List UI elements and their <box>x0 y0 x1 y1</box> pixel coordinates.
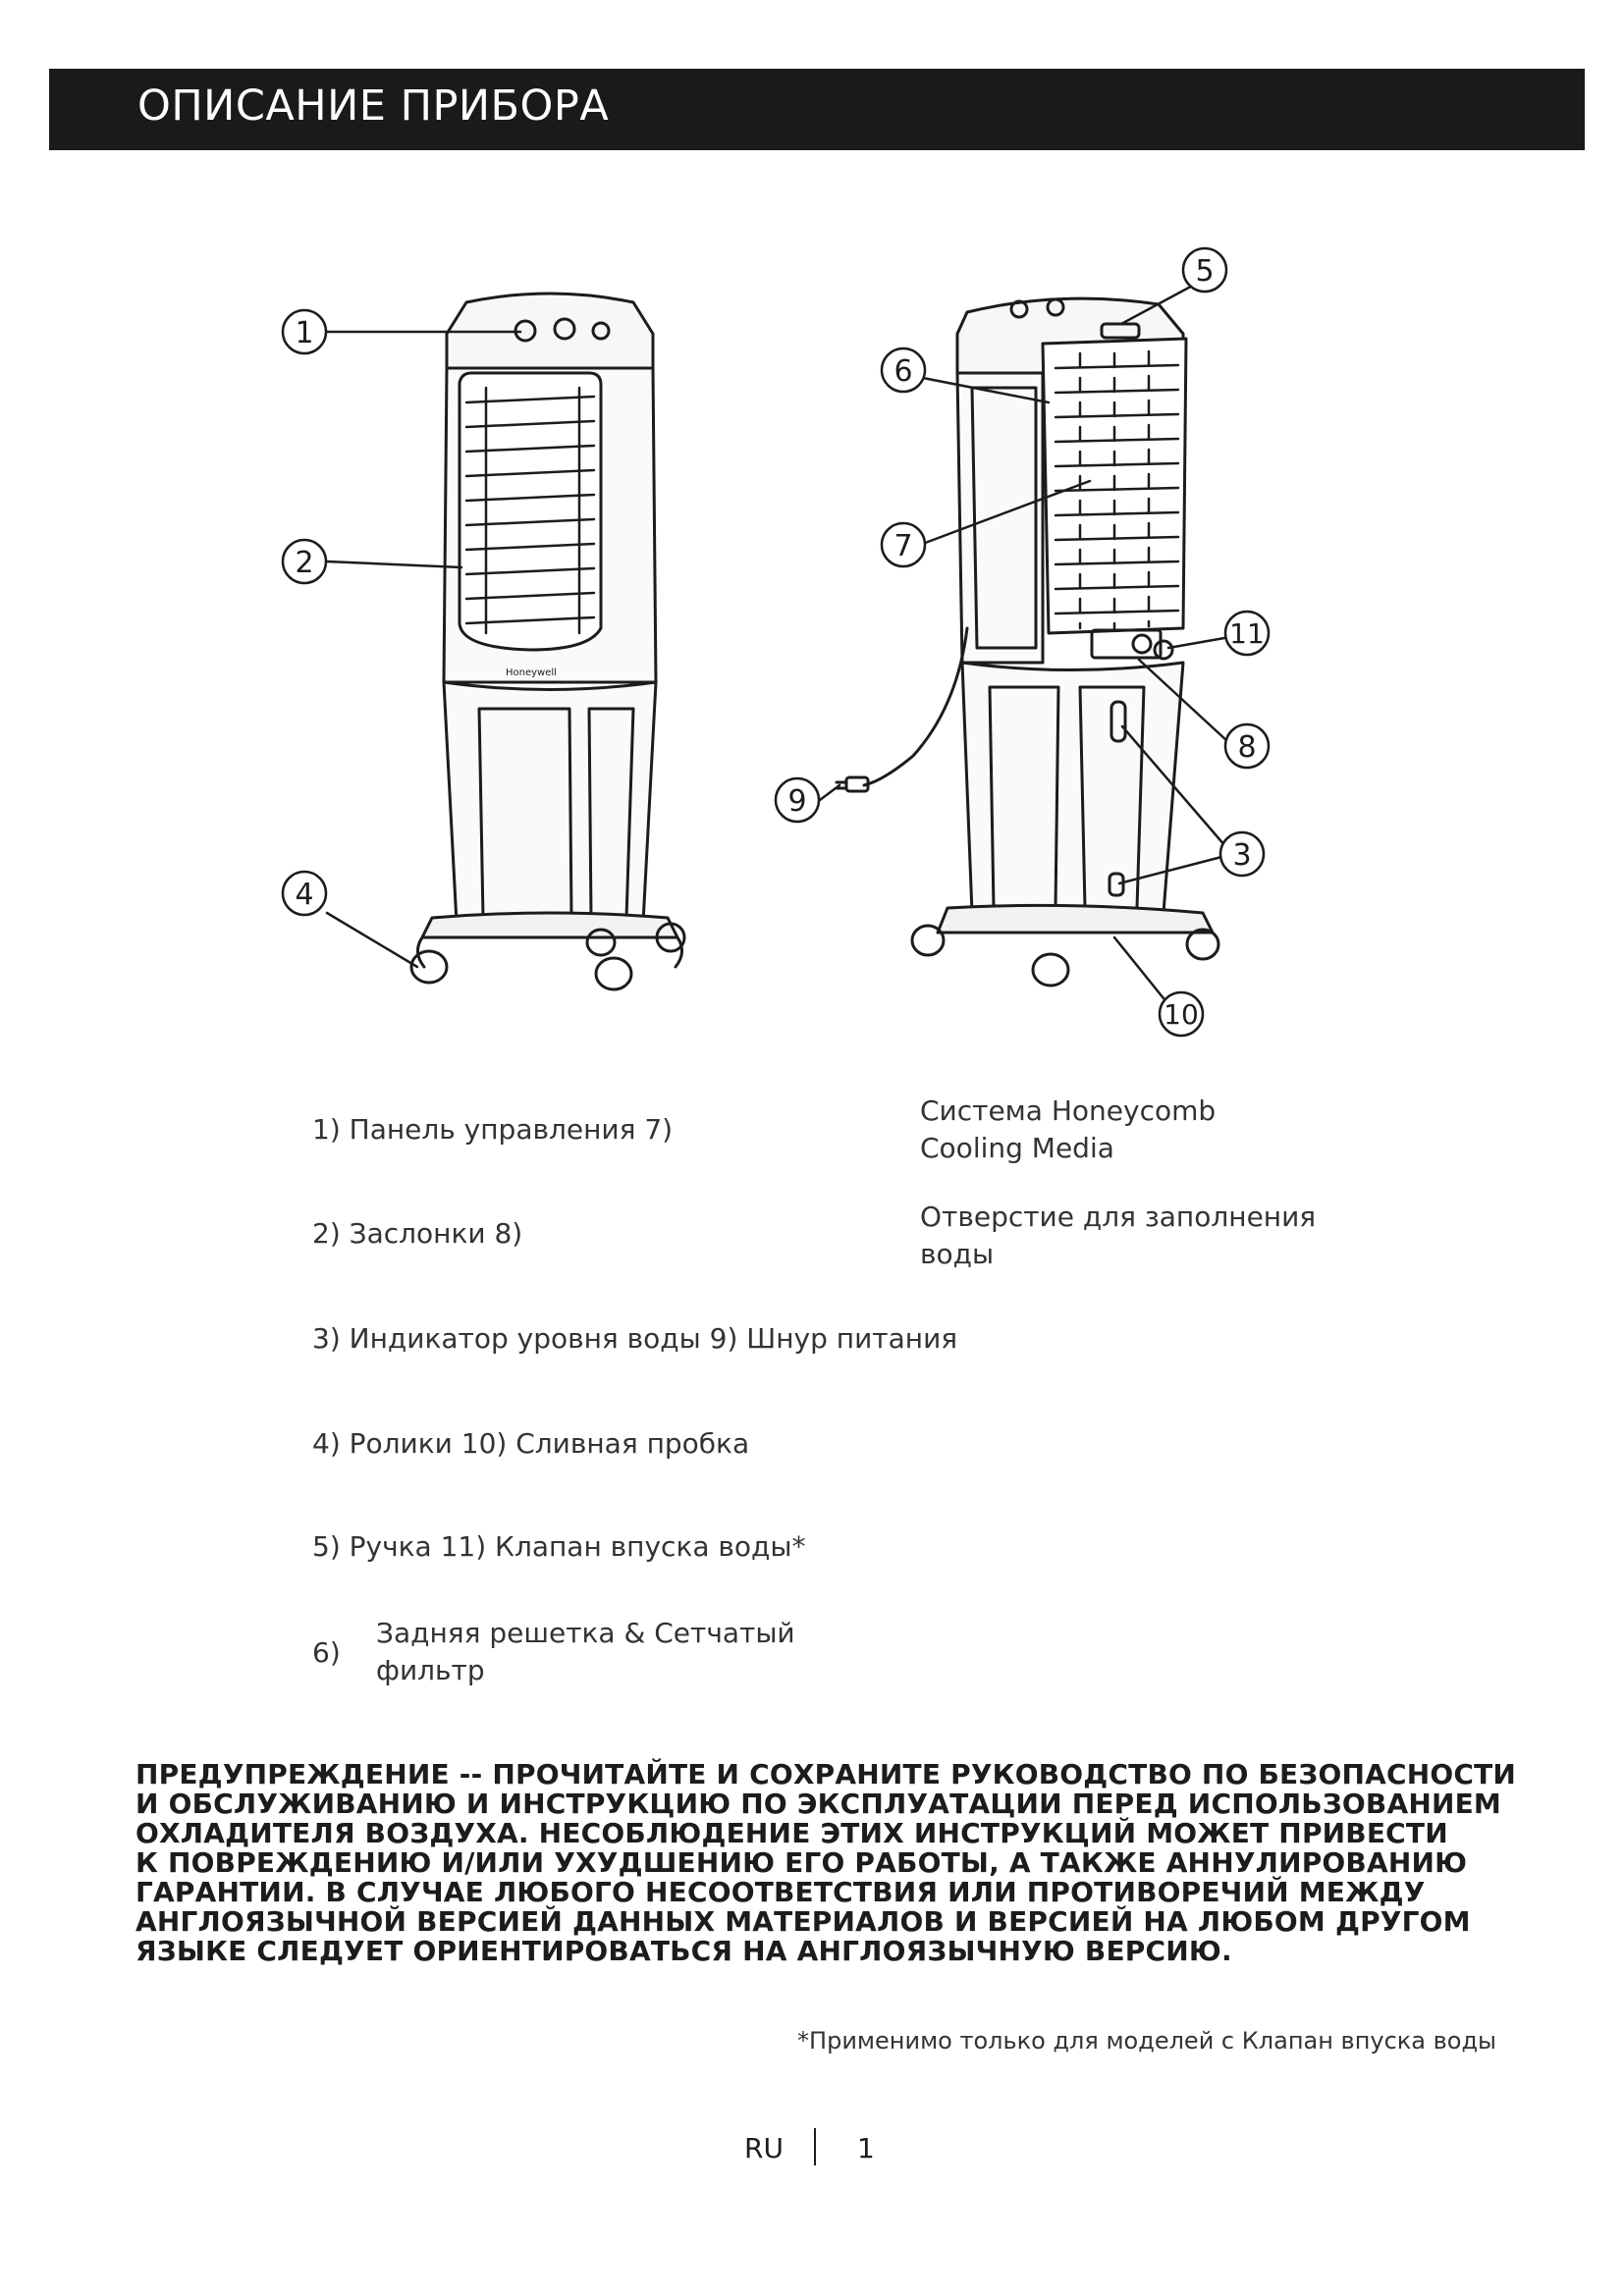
front-unit-illustration <box>411 294 684 989</box>
footer-divider <box>814 2128 816 2165</box>
warning-line: АНГЛОЯЗЫЧНОЙ ВЕРСИЕЙ ДАННЫХ МАТЕРИАЛОВ И ВЕРСИЕЙ НА ЛЮБОМ ДРУГОМ <box>135 1905 1471 1938</box>
part-6-label-line-1: Задняя решетка & Сетчатый <box>376 1617 795 1649</box>
callout-6: 6 <box>893 354 913 389</box>
callout-10: 10 <box>1164 998 1199 1031</box>
part-4-label: 4) Ролики 10) Сливная пробка <box>312 1427 750 1460</box>
part-8-label-line-2: воды <box>920 1238 995 1270</box>
callout-8: 8 <box>1237 730 1257 765</box>
part-7-label-line-2: Cooling Media <box>920 1132 1114 1164</box>
safety-warning <box>135 1758 1517 1967</box>
callout-7: 7 <box>893 529 913 563</box>
part-5-label: 5) Ручка 11) Клапан впуска воды* <box>312 1530 806 1563</box>
part-1-label: 1) Панель управления 7) <box>312 1113 674 1146</box>
warning-line: ГАРАНТИИ. В СЛУЧАЕ ЛЮБОГО НЕСООТВЕТСТВИЯ ИЛИ ПРОТИВОРЕЧИЙ МЕЖДУ <box>135 1876 1426 1908</box>
language-code: RU <box>744 2132 784 2164</box>
brand-logo: Honeywell <box>506 667 557 678</box>
callout-9: 9 <box>787 784 807 819</box>
page-number: 1 <box>857 2132 875 2164</box>
callout-3: 3 <box>1232 838 1252 873</box>
part-6-number: 6) <box>312 1636 341 1669</box>
part-2-label: 2) Заслонки 8) <box>312 1217 523 1250</box>
warning-line: И ОБСЛУЖИВАНИЮ И ИНСТРУКЦИЮ ПО ЭКСПЛУАТАЦИИ ПЕРЕД ИСПОЛЬЗОВАНИЕМ <box>135 1788 1501 1820</box>
callout-1: 1 <box>295 316 314 350</box>
part-3-label: 3) Индикатор уровня воды 9) Шнур питания <box>312 1322 958 1355</box>
part-7-label-line-1: Система Honeycomb <box>920 1095 1217 1127</box>
warning-line: ПРЕДУПРЕЖДЕНИЕ -- ПРОЧИТАЙТЕ И СОХРАНИТЕ РУКОВОДСТВО ПО БЕЗОПАСНОСТИ <box>135 1758 1517 1790</box>
footnote: *Применимо только для моделей с Клапан впуска воды <box>797 2027 1496 2055</box>
warning-line: ОХЛАДИТЕЛЯ ВОЗДУХА. НЕСОБЛЮДЕНИЕ ЭТИХ ИНСТРУКЦИЙ МОЖЕТ ПРИВЕСТИ <box>135 1817 1448 1849</box>
warning-line: К ПОВРЕЖДЕНИЮ И/ИЛИ УХУДШЕНИЮ ЕГО РАБОТЫ, А ТАКЖЕ АННУЛИРОВАНИЮ <box>135 1846 1468 1879</box>
rear-unit-illustration <box>837 298 1218 986</box>
part-6-label-line-2: фильтр <box>376 1654 485 1686</box>
callout-4: 4 <box>295 878 314 912</box>
page-title: ОПИСАНИЕ ПРИБОРА <box>137 81 610 131</box>
part-8-label-line-1: Отверстие для заполнения <box>920 1201 1317 1233</box>
page-footer <box>0 2132 1624 2171</box>
callout-2: 2 <box>295 546 314 580</box>
callout-11: 11 <box>1229 617 1265 650</box>
warning-line: ЯЗЫКЕ СЛЕДУЕТ ОРИЕНТИРОВАТЬСЯ НА АНГЛОЯЗЫЧНУЮ ВЕРСИЮ. <box>135 1935 1232 1967</box>
callout-5: 5 <box>1195 254 1215 289</box>
